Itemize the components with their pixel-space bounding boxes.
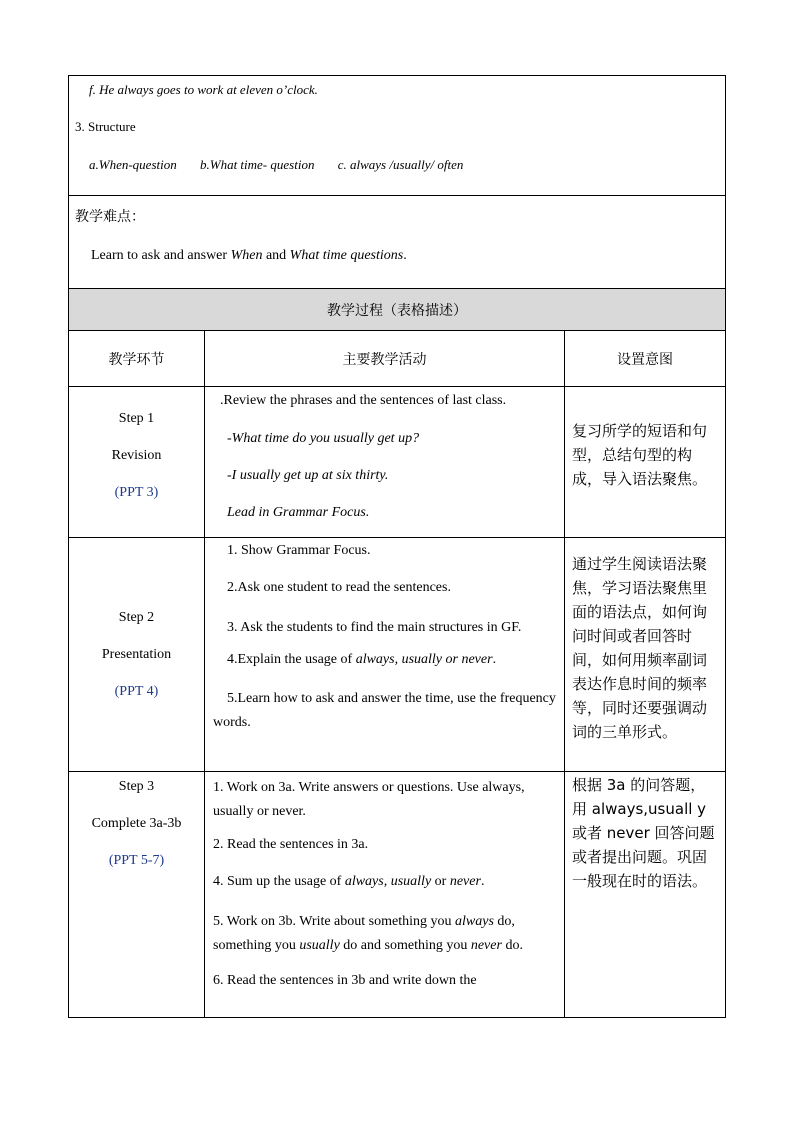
structure-list bbox=[69, 135, 725, 193]
step2-intent: 通过学生阅读语法聚焦，学习语法聚焦里面的语法点，如何询问时间或者回答时间，如何用频率副词表达作息时间的频率等，同时还要强调动词的三单形式。 bbox=[572, 555, 708, 741]
header-activities: 主要教学活动 bbox=[205, 331, 565, 387]
step2-name: Presentation bbox=[101, 647, 172, 662]
step1-ppt: (PPT 3) bbox=[114, 485, 159, 500]
process-title: 教学过程（表格描述） bbox=[69, 289, 726, 331]
step2-ppt: (PPT 4) bbox=[114, 684, 159, 699]
step3-activity-5: 6. Read the sentences in 3b and write down the bbox=[213, 973, 477, 988]
step1-name: Revision bbox=[111, 448, 162, 463]
step2-stage-cell bbox=[69, 538, 205, 772]
header-intent: 设置意图 bbox=[565, 331, 726, 387]
step3-name: Complete 3a-3b bbox=[91, 816, 182, 831]
structure-cell bbox=[69, 76, 726, 196]
step3-activity-3: 4. Sum up the usage of always, usually or never. bbox=[213, 874, 485, 889]
step2-activities bbox=[205, 538, 565, 772]
step3-activity-4: 5. Work on 3b. Write about something you always do, something you usually do and something you never do. bbox=[213, 914, 523, 953]
lesson-table bbox=[68, 75, 726, 1018]
header-stage: 教学环节 bbox=[69, 331, 205, 387]
step3-intent-cell bbox=[565, 772, 726, 1018]
step2-label: Step 2 bbox=[118, 610, 155, 625]
structure-item-c: c. always /usually/ often bbox=[337, 157, 464, 172]
structure-heading: 3. Structure bbox=[75, 119, 136, 134]
table-row bbox=[69, 772, 726, 1018]
structure-item-a: a.When-question bbox=[89, 157, 177, 172]
step1-activity-2: -What time do you usually get up? bbox=[227, 431, 420, 446]
step2-activity-2: 2.Ask one student to read the sentences. bbox=[227, 580, 451, 595]
step1-intent: 复习所学的短语和句型，总结句型的构成，导入语法聚焦。 bbox=[572, 422, 708, 488]
step1-activity-1: .Review the phrases and the sentences of last class. bbox=[220, 393, 507, 408]
step3-activity-1: 1. Work on 3a. Write answers or questions. Use always, usually or never. bbox=[213, 780, 525, 819]
step2-activity-1: 1. Show Grammar Focus. bbox=[227, 543, 371, 558]
step1-activity-3: -I usually get up at six thirty. bbox=[227, 468, 389, 483]
step3-stage-cell bbox=[69, 772, 205, 1018]
structure-item-b: b.What time- question bbox=[199, 157, 315, 172]
difficulty-text: Learn to ask and answer When and What time questions. bbox=[91, 248, 407, 263]
step2-activity-4: 4.Explain the usage of always, usually or never. bbox=[227, 652, 497, 667]
step3-activity-2: 2. Read the sentences in 3a. bbox=[213, 837, 369, 852]
difficulty-heading: 教学难点： bbox=[75, 209, 145, 225]
sentence-f: f. He always goes to work at eleven o’clock. bbox=[89, 82, 318, 97]
table-row bbox=[69, 538, 726, 772]
lesson-page bbox=[68, 75, 725, 1018]
step3-ppt: (PPT 5-7) bbox=[108, 853, 165, 868]
step3-intent: 根据 3a 的问答题，用 always,usuall y 或者 never 回答问题或者提出问题。巩固一般现在时的语法。 bbox=[572, 776, 715, 890]
step2-activity-5: 5.Learn how to ask and answer the time, use the frequency words. bbox=[213, 691, 556, 730]
step1-intent-cell bbox=[565, 387, 726, 538]
step1-stage-cell bbox=[69, 387, 205, 538]
step3-activities bbox=[205, 772, 565, 1018]
step1-label: Step 1 bbox=[118, 411, 155, 426]
step2-intent-cell bbox=[565, 538, 726, 772]
step1-activities bbox=[205, 387, 565, 538]
step2-activity-3: 3. Ask the students to find the main structures in GF. bbox=[227, 620, 522, 635]
table-row bbox=[69, 387, 726, 538]
step1-activity-4: Lead in Grammar Focus. bbox=[227, 505, 370, 520]
difficulty-cell bbox=[69, 196, 726, 289]
step3-label: Step 3 bbox=[118, 779, 155, 794]
